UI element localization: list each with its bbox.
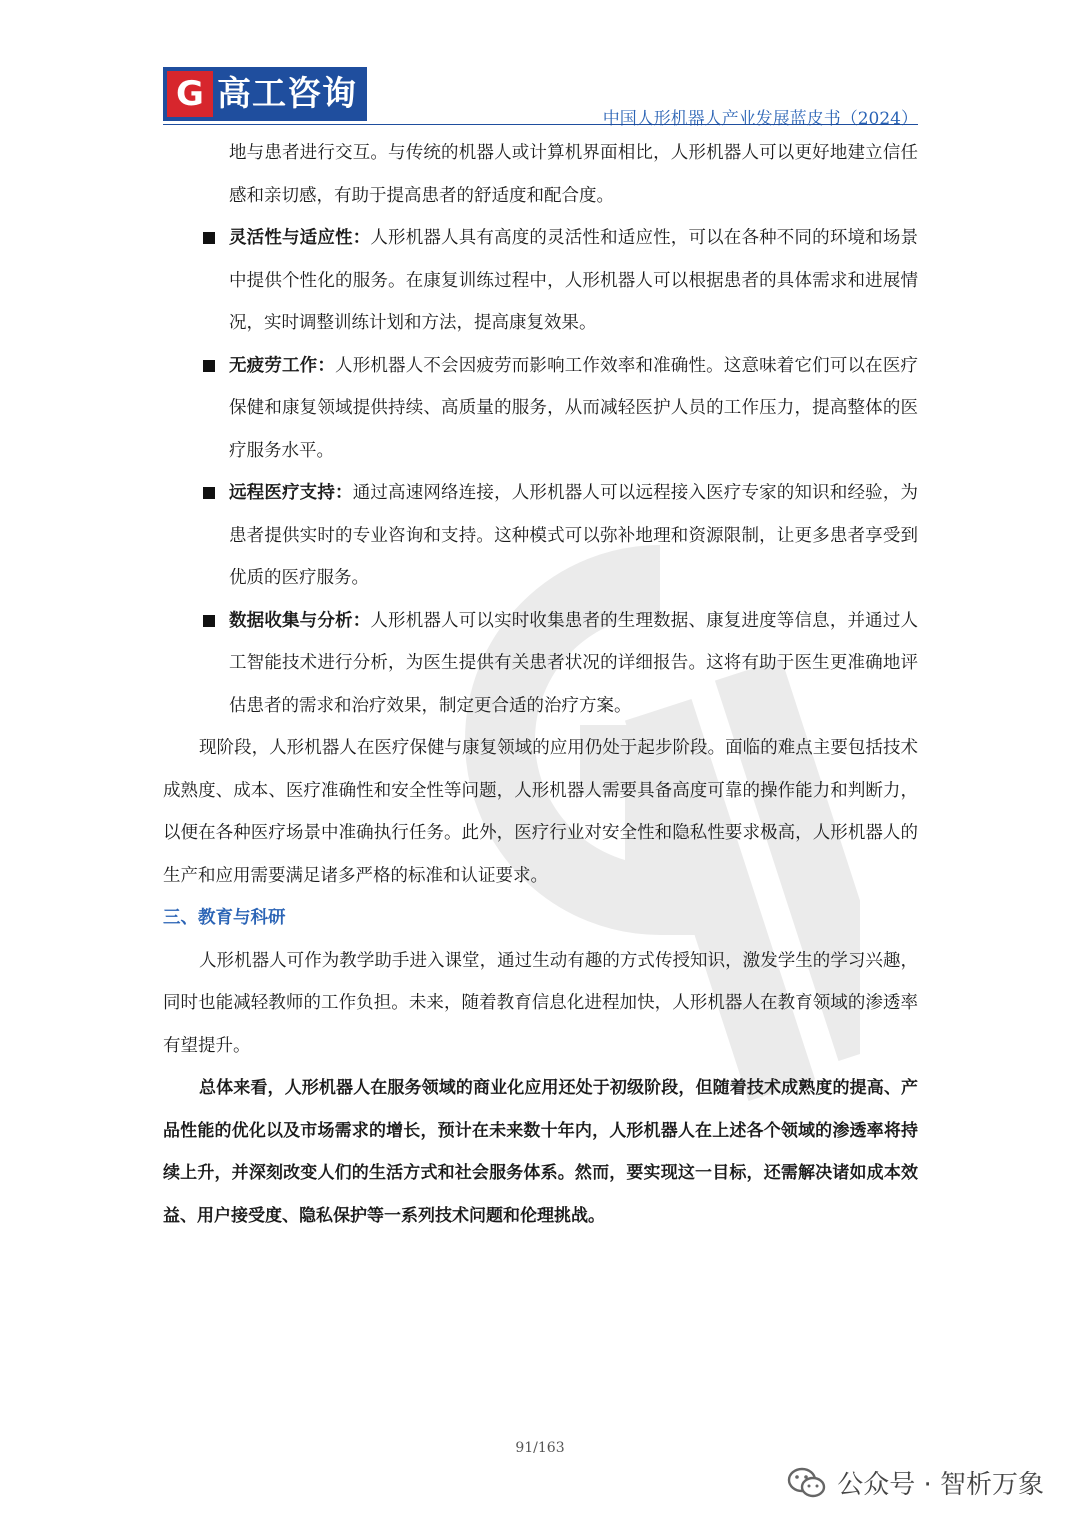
page-content (163, 132, 918, 1237)
company-logo (163, 67, 367, 121)
wechat-icon (787, 1466, 827, 1500)
wechat-attribution (787, 1464, 1044, 1501)
wechat-account-name: 公众号 · 智析万象 (837, 1470, 1044, 1500)
bullet-text: 人形机器人不会因疲劳而影响工作效率和准确性。这意味着它们可以在医疗保健和康复领域提供持续、高质量的服务，从而减轻医护人员的工作压力，提高整体的医疗服务水平。 (229, 355, 919, 461)
logo-text: 高工咨询 (217, 74, 357, 114)
bullet-term: 数据收集与分析： (229, 610, 371, 631)
bullet-text: 通过高速网络连接，人形机器人可以远程接入医疗专家的知识和经验，为患者提供实时的专业咨询和支持。这种模式可以弥补地理和资源限制，让更多患者享受到优质的医疗服务。 (229, 483, 919, 588)
bullet-term: 远程医疗支持： (229, 483, 353, 503)
bullet-item (163, 472, 918, 600)
bullet-square-icon (203, 360, 215, 372)
bullet-item (163, 345, 918, 473)
section-heading: 三、教育与科研 (163, 908, 286, 928)
header-divider (163, 124, 918, 125)
bullet-item (163, 217, 918, 345)
bullet-term: 无疲劳工作： (229, 355, 336, 376)
bullet-square-icon (203, 487, 215, 499)
page-number: 91/163 (515, 1440, 565, 1456)
logo-g-mark: G (167, 71, 213, 117)
section-paragraph: 人形机器人可作为教学助手进入课堂，通过生动有趣的方式传授知识，激发学生的学习兴趣，同时也能减轻教师的工作负担。未来，随着教育信息化进程加快，人形机器人在教育领域的渗透率有望提升。 (163, 950, 918, 1056)
conclusion-paragraph: 总体来看，人形机器人在服务领域的商业化应用还处于初级阶段，但随着技术成熟度的提高、产品性能的优化以及市场需求的增长，预计在未来数十年内，人形机器人在上述各个领域的渗透率将持续上升，并深刻改变人们的生活方式和社会服务体系。然而，要实现这一目标，还需解决诸如成本效益、用户接受度、隐私保护等一系列技术问题和伦理挑战。 (163, 1078, 918, 1226)
intro-continuation: 地与患者进行交互。与传统的机器人或计算机界面相比，人形机器人可以更好地建立信任感和亲切感，有助于提高患者的舒适度和配合度。 (229, 143, 918, 206)
bullet-item (163, 600, 918, 728)
status-paragraph: 现阶段，人形机器人在医疗保健与康复领域的应用仍处于起步阶段。面临的难点主要包括技术成熟度、成本、医疗准确性和安全性等问题，人形机器人需要具备高度可靠的操作能力和判断力，以便在各种医疗场景中准确执行任务。此外，医疗行业对安全性和隐私性要求极高，人形机器人的生产和应用需要满足诸多严格的标准和认证要求。 (163, 738, 918, 886)
bullet-square-icon (203, 232, 215, 244)
bullet-text: 人形机器人具有高度的灵活性和适应性，可以在各种不同的环境和场景中提供个性化的服务。在康复训练过程中，人形机器人可以根据患者的具体需求和进展情况，实时调整训练计划和方法，提高康复效果。 (229, 228, 919, 333)
bullet-square-icon (203, 615, 215, 627)
bullet-text: 人形机器人可以实时收集患者的生理数据、康复进度等信息，并通过人工智能技术进行分析，为医生提供有关患者状况的详细报告。这将有助于医生更准确地评估患者的需求和治疗效果，制定更合适的治疗方案。 (229, 610, 919, 716)
bullet-term: 灵活性与适应性： (229, 228, 371, 248)
document-title: 中国人形机器人产业发展蓝皮书（2024） (602, 109, 918, 129)
